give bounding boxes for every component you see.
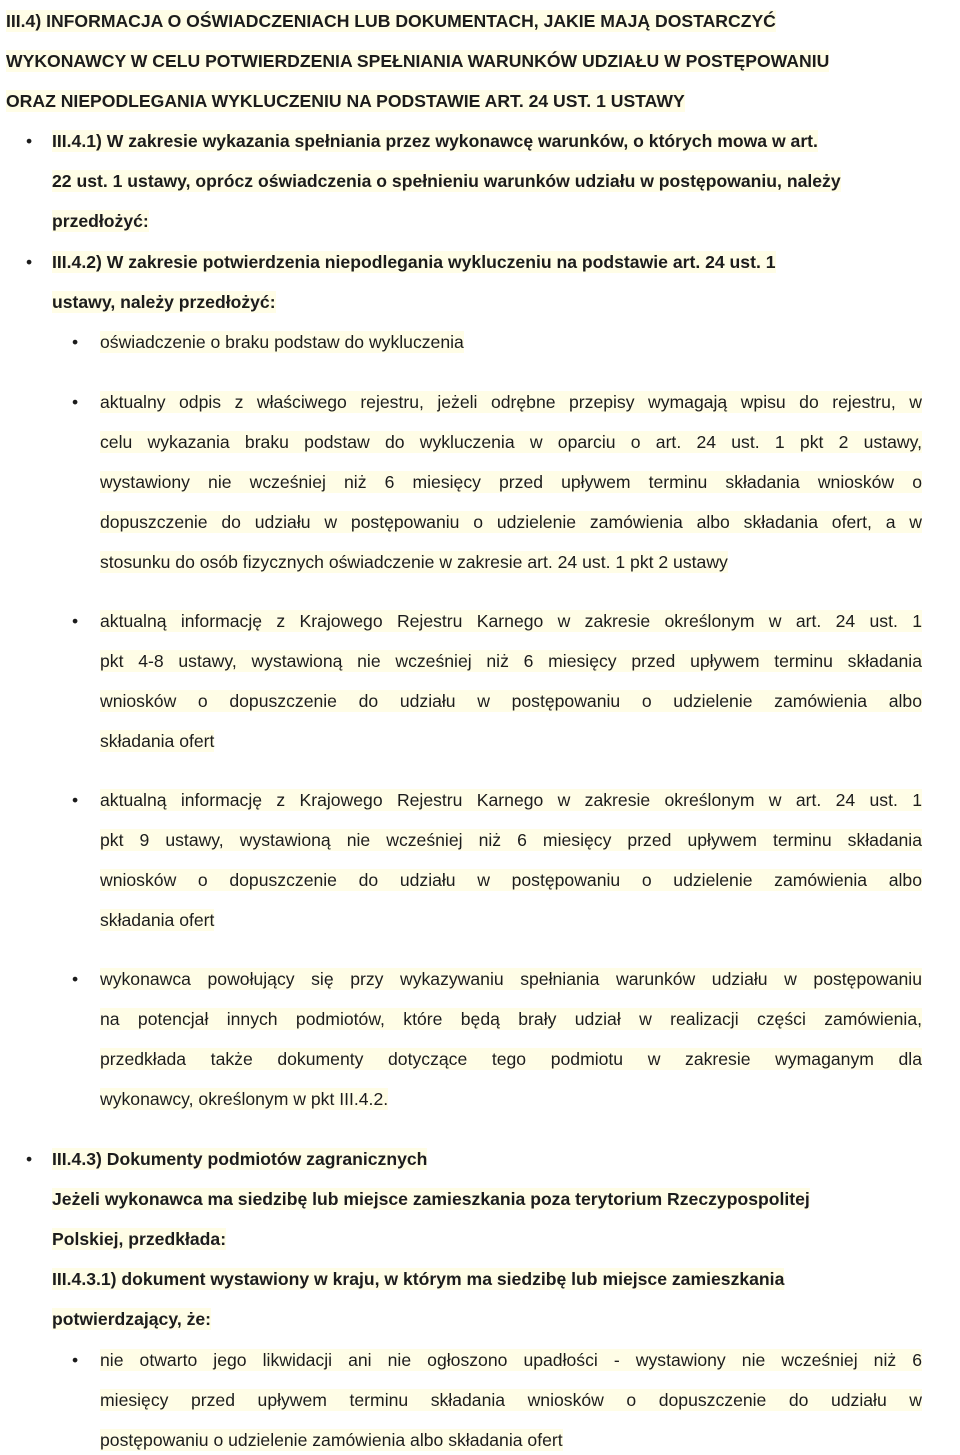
item-2-sub-c-line-4: składania ofert [100, 731, 215, 751]
bullet-icon: • [26, 252, 33, 272]
item-1-line-2: 22 ust. 1 ustawy, oprócz oświadczenia o spełnieniu warunków udziału w postępowaniu, należy [52, 171, 841, 191]
item-2-sub-a-line-1: oświadczenie o braku podstaw do wykluczenia [100, 332, 464, 352]
item-2-sub-c-line-1: aktualną informację z Krajowego Rejestru Karnego w zakresie określonym w art. 24 ust. 1 [100, 611, 922, 631]
item-2-sub-e-line-1: wykonawca powołujący się przy wykazywaniu spełniania warunków udziału w postępowaniu [100, 969, 922, 989]
item-2-line-2: ustawy, należy przedłożyć: [52, 292, 276, 312]
bullet-icon: • [72, 1350, 79, 1370]
item-2-sub-c-line-2: pkt 4-8 ustawy, wystawioną nie wcześniej niż 6 miesięcy przed upływem terminu składania [100, 651, 922, 671]
item-2-sub-d-line-3: wniosków o dopuszczenie do udziału w postępowaniu o udzielenie zamówienia albo [100, 870, 922, 890]
bullet-icon: • [26, 131, 33, 151]
item-2-sub-d-line-4: składania ofert [100, 910, 215, 930]
bullet-icon: • [72, 790, 79, 810]
bullet-icon: • [72, 392, 79, 412]
item-2-sub-b-line-3: wystawiony nie wcześniej niż 6 miesięcy przed upływem terminu składania wniosków o [100, 472, 922, 492]
item-2-sub-c-line-3: wniosków o dopuszczenie do udziału w postępowaniu o udzielenie zamówienia albo [100, 691, 922, 711]
item-3-line-2: Jeżeli wykonawca ma siedzibę lub miejsce zamieszkania poza terytorium Rzeczypospolitej [52, 1189, 810, 1209]
section-heading-line-1: III.4) INFORMACJA O OŚWIADCZENIACH LUB DOKUMENTACH, JAKIE MAJĄ DOSTARCZYĆ [6, 11, 776, 31]
item-3-line-4: III.4.3.1) dokument wystawiony w kraju, w którym ma siedzibę lub miejsce zamieszkania [52, 1269, 785, 1289]
item-1-line-1: III.4.1) W zakresie wykazania spełniania przez wykonawcę warunków, o których mowa w art. [52, 131, 818, 151]
item-2-sub-e-line-4: wykonawcy, określonym w pkt III.4.2. [100, 1089, 389, 1109]
item-2-sub-b-line-1: aktualny odpis z właściwego rejestru, jeżeli odrębne przepisy wymagają wpisu do rejestru, w [100, 392, 922, 412]
bullet-icon: • [72, 611, 79, 631]
item-3-line-3: Polskiej, przedkłada: [52, 1229, 227, 1249]
item-2-sub-d-line-1: aktualną informację z Krajowego Rejestru Karnego w zakresie określonym w art. 24 ust. 1 [100, 790, 922, 810]
item-3-sub-a-line-1: nie otwarto jego likwidacji ani nie ogłoszono upadłości - wystawiony nie wcześniej niż 6 [100, 1350, 922, 1370]
item-2-sub-b-line-5: stosunku do osób fizycznych oświadczenie w zakresie art. 24 ust. 1 pkt 2 ustawy [100, 552, 728, 572]
item-2-sub-e-line-2: na potencjał innych podmiotów, które będą brały udział w realizacji części zamówienia, [100, 1009, 922, 1029]
section-heading-line-2: WYKONAWCY W CELU POTWIERDZENIA SPEŁNIANIA WARUNKÓW UDZIAŁU W POSTĘPOWANIU [6, 51, 830, 71]
item-3-sub-a-line-2: miesięcy przed upływem terminu składania wniosków o dopuszczenie do udziału w [100, 1390, 922, 1410]
item-2-sub-d-line-2: pkt 9 ustawy, wystawioną nie wcześniej niż 6 miesięcy przed upływem terminu składania [100, 830, 922, 850]
item-2-sub-e-line-3: przedkłada także dokumenty dotyczące tego podmiotu w zakresie wymaganym dla [100, 1049, 922, 1069]
item-3-title: III.4.3) Dokumenty podmiotów zagranicznych [52, 1149, 428, 1169]
item-2-sub-b-line-4: dopuszczenie do udziału w postępowaniu o udzielenie zamówienia albo składania ofert, a w [100, 512, 922, 532]
item-3-line-5: potwierdzający, że: [52, 1309, 212, 1329]
item-1-line-3: przedłożyć: [52, 211, 149, 231]
section-heading-line-3: ORAZ NIEPODLEGANIA WYKLUCZENIU NA PODSTAWIE ART. 24 UST. 1 USTAWY [6, 91, 685, 111]
item-3-sub-a-line-3: postępowaniu o udzielenie zamówienia albo składania ofert [100, 1430, 563, 1450]
item-2-line-1: III.4.2) W zakresie potwierdzenia niepodlegania wykluczeniu na podstawie art. 24 ust. 1 [52, 252, 776, 272]
bullet-icon: • [72, 969, 79, 989]
bullet-icon: • [72, 332, 79, 352]
item-2-sub-b-line-2: celu wykazania braku podstaw do wykluczenia w oparciu o art. 24 ust. 1 pkt 2 ustawy, [100, 432, 922, 452]
bullet-icon: • [26, 1149, 33, 1169]
